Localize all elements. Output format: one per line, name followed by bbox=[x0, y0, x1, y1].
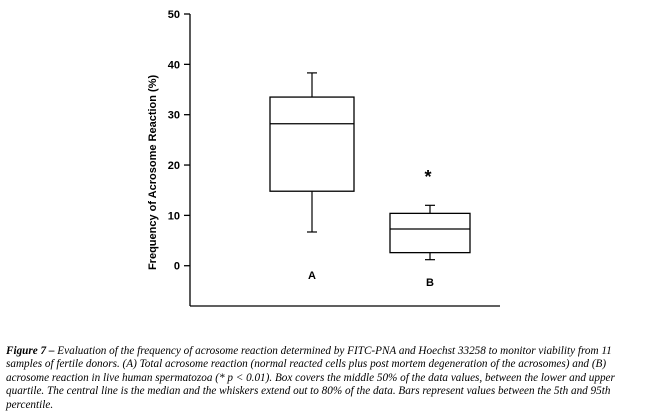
y-tick-label: 30 bbox=[167, 109, 180, 122]
figure-label: Figure 7 – bbox=[6, 345, 55, 357]
y-tick-label: 0 bbox=[173, 260, 180, 273]
y-tick-label: 40 bbox=[167, 59, 180, 72]
category-label: A bbox=[308, 270, 316, 283]
box-iqr bbox=[270, 97, 354, 191]
box-iqr bbox=[390, 213, 470, 252]
y-axis-title: Frequency of Acrosome Reaction (%) bbox=[147, 74, 159, 271]
y-tick-label: 10 bbox=[167, 210, 180, 223]
caption-text: Evaluation of the frequency of acrosome reaction determined by FITC-PNA and Hoechst 33258 to monitor viability from 11 samples of fertile donors. (A) Total acrosome reaction (normal reacted cells plus post mortem degeneration of the acrosomes) and (B) acrosome reaction in live human spermatozoa (* p < 0.01). Box covers the middle 50% of the data values, between the lower and upper quartile. The central line is the median and the whiskers extend out to 80% of the data. Bars represent values between the 5th and 95th percentile. bbox=[6, 345, 615, 411]
significance-marker: * bbox=[424, 167, 432, 188]
y-tick-label: 50 bbox=[167, 9, 180, 21]
y-tick-label: 20 bbox=[167, 160, 180, 173]
category-label: B bbox=[426, 276, 434, 289]
figure-caption bbox=[6, 345, 646, 412]
